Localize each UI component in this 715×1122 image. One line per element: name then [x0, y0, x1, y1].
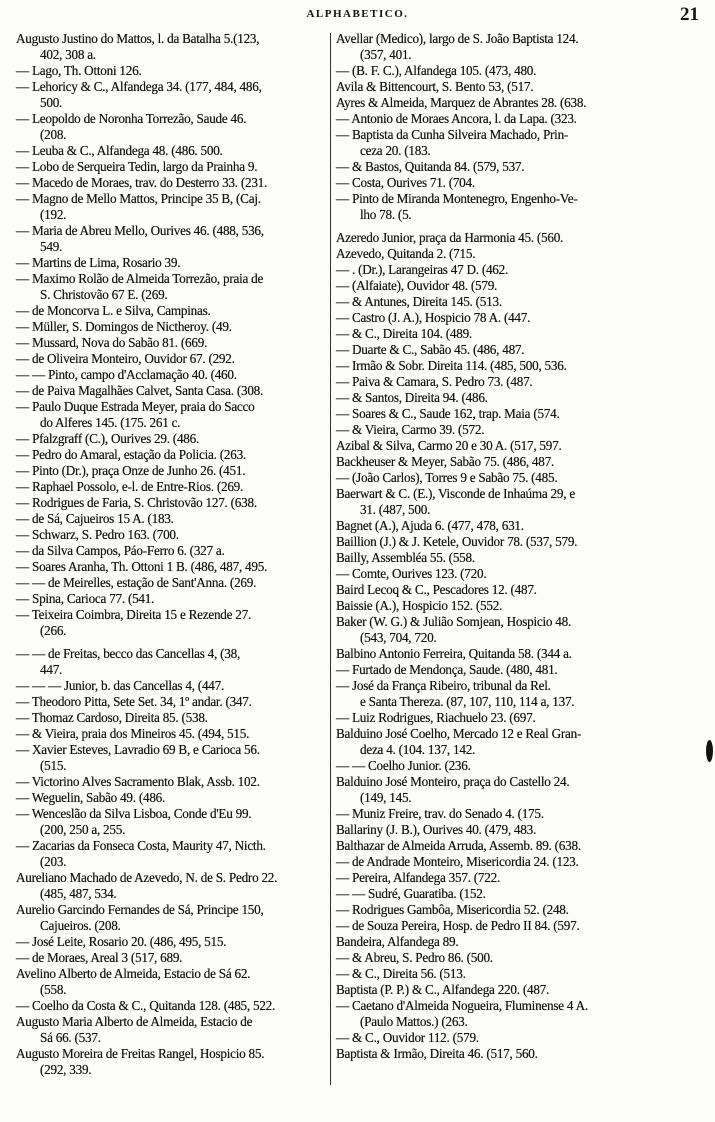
entry-line: Baker (W. G.) & Julião Somjean, Hospicio 48.: [336, 614, 572, 629]
directory-entry: [16, 431, 328, 447]
directory-entry: [16, 383, 328, 399]
entry-line: — Duarte & C., Sabão 45. (486, 487.: [336, 342, 525, 357]
entry-line: — Irmão & Sobr. Direita 114. (485, 500, 536.: [336, 358, 567, 373]
entry-line: Aureliano Machado de Azevedo, N. de S. Pedro 22.: [16, 870, 278, 885]
column-divider: [330, 33, 331, 1085]
directory-entry: [336, 982, 706, 998]
directory-entry: [336, 278, 706, 294]
directory-entry: [16, 774, 328, 790]
entry-line: — (Alfaiate), Ouvidor 48. (579.: [336, 278, 498, 293]
entry-line: Balbino Antonio Ferreira, Quitanda 58. (344 a.: [336, 646, 572, 661]
entry-line: — Pereira, Alfandega 357. (722.: [336, 870, 501, 885]
directory-entry: [16, 351, 328, 367]
entry-continuation-line: (543, 704, 720.: [360, 630, 437, 645]
directory-entry: [336, 854, 706, 870]
directory-entry: [16, 806, 328, 838]
directory-entry: [336, 518, 706, 534]
page-number: 21: [680, 4, 699, 25]
directory-entry: [336, 678, 706, 710]
entry-line: — & Vieira, praia dos Mineiros 45. (494, 515.: [16, 726, 250, 741]
entry-line: — Zacarias da Fonseca Costa, Maurity 47, Nicth.: [16, 838, 266, 853]
entry-line: Balduino José Coelho, Mercado 12 e Real Gran-: [336, 726, 582, 741]
entry-line: — Costa, Ourives 71. (704.: [336, 175, 475, 190]
entry-gap: [16, 639, 328, 646]
page-header: [0, 6, 715, 26]
directory-entry: [16, 479, 328, 495]
entry-line: — . (Dr.), Larangeiras 47 D. (462.: [336, 262, 509, 277]
directory-entry: [16, 271, 328, 303]
directory-entry: [16, 790, 328, 806]
entry-continuation-line: e Santa Thereza. (87, 107, 110, 114 a, 137.: [360, 694, 575, 709]
directory-entry: [16, 159, 328, 175]
directory-entry: [16, 303, 328, 319]
entry-line: — Schwarz, S. Pedro 163. (700.: [16, 527, 179, 542]
entry-line: — Pfalzgraff (C.), Ourives 29. (486.: [16, 431, 200, 446]
directory-entry: [336, 566, 706, 582]
entry-line: — Paulo Duque Estrada Meyer, praia do Sacco: [16, 399, 255, 414]
ink-blot: [706, 740, 713, 762]
entry-line: — & C., Direita 56. (513.: [336, 966, 466, 981]
entry-line: Backheuser & Meyer, Sabão 75. (486, 487.: [336, 454, 554, 469]
entry-line: — Magno de Mello Mattos, Principe 35 B, (Caj.: [16, 191, 261, 206]
directory-entry: [16, 726, 328, 742]
directory-entry: [16, 463, 328, 479]
entry-continuation-line: (208.: [40, 127, 67, 142]
directory-entry: [336, 358, 706, 374]
entry-continuation-line: (203.: [40, 854, 67, 869]
entry-line: — & Bastos, Quitanda 84. (579, 537.: [336, 159, 525, 174]
directory-entry: [336, 598, 706, 614]
running-title: ALPHABETICO.: [306, 8, 409, 20]
directory-entry: [336, 230, 706, 246]
entry-continuation-line: deza 4. (104. 137, 142.: [360, 742, 476, 757]
directory-entry: [16, 870, 328, 902]
entry-line: Bandeira, Alfandega 89.: [336, 934, 459, 949]
directory-entry: [16, 678, 328, 694]
directory-entry: [336, 614, 706, 646]
directory-entry: [336, 950, 706, 966]
entry-line: Baptista & Irmão, Direita 46. (517, 560.: [336, 1046, 538, 1061]
directory-entry: [336, 63, 706, 79]
entry-line: — Pinto de Miranda Montenegro, Engenho-Ve-: [336, 191, 578, 206]
entry-line: — José Leite, Rosario 20. (486, 495, 515.: [16, 934, 227, 949]
directory-entry: [336, 262, 706, 278]
entry-line: — Luiz Rodrigues, Riachuelo 23. (697.: [336, 710, 536, 725]
entry-line: — & Vieira, Carmo 39. (572.: [336, 422, 485, 437]
directory-entry: [336, 902, 706, 918]
entry-line: — Theodoro Pitta, Sete Set. 34, 1º andar. (347.: [16, 694, 252, 709]
entry-continuation-line: 402, 308 a.: [40, 47, 96, 62]
directory-entry: [336, 95, 706, 111]
entry-line: — de Andrade Monteiro, Misericordia 24. (123.: [336, 854, 579, 869]
entry-line: Baillion (J.) & J. Ketele, Ouvidor 78. (537, 579.: [336, 534, 578, 549]
entry-line: — Martins de Lima, Rosario 39.: [16, 255, 181, 270]
directory-entry: [336, 870, 706, 886]
entry-line: Ayres & Almeida, Marquez de Abrantes 28. (638.: [336, 95, 587, 110]
entry-line: — Leuba & C., Alfandega 48. (486. 500.: [16, 143, 223, 158]
right-column: [336, 31, 706, 1062]
directory-entry: [16, 998, 328, 1014]
directory-entry: [336, 326, 706, 342]
directory-entry: [336, 438, 706, 454]
entry-line: — de Paiva Magalhães Calvet, Santa Casa. (308.: [16, 383, 264, 398]
directory-entry: [336, 294, 706, 310]
entry-line: — Furtado de Mendonça, Saude. (480, 481.: [336, 662, 558, 677]
entry-line: Azeredo Junior, praça da Harmonia 45. (560.: [336, 230, 564, 245]
directory-entry: [16, 934, 328, 950]
directory-entry: [16, 1014, 328, 1046]
entry-line: Baerwart & C. (E.), Visconde de Inhaúma 29, e: [336, 486, 575, 501]
entry-line: — de Sá, Cajueiros 15 A. (183.: [16, 511, 174, 526]
entry-continuation-line: 500.: [40, 95, 63, 110]
entry-line: — Baptista da Cunha Silveira Machado, Prin-: [336, 127, 569, 142]
directory-entry: [16, 143, 328, 159]
entry-gap: [336, 223, 706, 230]
directory-entry: [16, 31, 328, 63]
entry-continuation-line: 549.: [40, 239, 63, 254]
entry-line: — Macedo de Moraes, trav. do Desterro 33. (231.: [16, 175, 268, 190]
directory-entry: [16, 63, 328, 79]
directory-entry: [16, 223, 328, 255]
directory-entry: [16, 255, 328, 271]
entry-line: Bagnet (A.), Ajuda 6. (477, 478, 631.: [336, 518, 524, 533]
entry-line: — Soares & C., Saude 162, trap. Maia (574.: [336, 406, 560, 421]
entry-line: — Pedro do Amaral, estação da Policia. (263.: [16, 447, 246, 462]
entry-line: — Coelho da Costa & C., Quitanda 128. (485, 522.: [16, 998, 276, 1013]
entry-line: Balthazar de Almeida Arruda, Assemb. 89. (638.: [336, 838, 581, 853]
entry-continuation-line: 31. (487, 500.: [360, 502, 431, 517]
entry-continuation-line: S. Christovão 67 E. (269.: [40, 287, 168, 302]
entry-continuation-line: (192.: [40, 207, 67, 222]
entry-line: Augusto Maria Alberto de Almeida, Estacio de: [16, 1014, 253, 1029]
directory-entry: [336, 534, 706, 550]
entry-line: — Lago, Th. Ottoni 126.: [16, 63, 142, 78]
entry-line: Augusto Moreira de Freitas Rangel, Hospicio 85.: [16, 1046, 265, 1061]
directory-entry: [16, 966, 328, 998]
entry-line: — (João Carlos), Torres 9 e Sabão 75. (485.: [336, 470, 558, 485]
directory-entry: [16, 191, 328, 223]
directory-entry: [336, 454, 706, 470]
entry-line: — Wenceslão da Silva Lisboa, Conde d'Eu 99.: [16, 806, 252, 821]
directory-entry: [16, 742, 328, 774]
directory-entry: [16, 79, 328, 111]
directory-entry: [336, 175, 706, 191]
entry-line: — Rodrigues Gambôa, Misericordia 52. (248.: [336, 902, 569, 917]
entry-line: — de Oliveira Monteiro, Ouvidor 67. (292.: [16, 351, 235, 366]
entry-line: — — de Freitas, becco das Cancellas 4, (38,: [16, 646, 240, 661]
entry-line: — — Coelho Junior. (236.: [336, 758, 471, 773]
entry-line: — & C., Direita 104. (489.: [336, 326, 472, 341]
directory-entry: [336, 342, 706, 358]
directory-entry: [336, 998, 706, 1030]
directory-entry: [336, 79, 706, 95]
entry-line: — Müller, S. Domingos de Nictheroy. (49.: [16, 319, 232, 334]
directory-entry: [336, 246, 706, 262]
entry-line: — José da França Ribeiro, tribunal da Rel.: [336, 678, 551, 693]
entry-line: — Rodrigues de Faria, S. Christovão 127. (638.: [16, 495, 257, 510]
entry-line: — Mussard, Nova do Sabão 81. (669.: [16, 335, 208, 350]
directory-entry: [336, 806, 706, 822]
entry-line: — Castro (J. A.), Hospicio 78 A. (447.: [336, 310, 531, 325]
entry-continuation-line: (200, 250 a, 255.: [40, 822, 126, 837]
entry-line: — Antonio de Moraes Ancora, l. da Lapa. (323.: [336, 111, 577, 126]
entry-line: — Soares Aranha, Th. Ottoni 1 B. (486, 487, 495.: [16, 559, 268, 574]
entry-line: — Pinto (Dr.), praça Onze de Junho 26. (451.: [16, 463, 246, 478]
directory-entry: [336, 31, 706, 63]
directory-entry: [16, 495, 328, 511]
entry-line: — Paiva & Camara, S. Pedro 73. (487.: [336, 374, 533, 389]
directory-entry: [336, 1046, 706, 1062]
entry-line: — & Antunes, Direita 145. (513.: [336, 294, 502, 309]
directory-entry: [16, 575, 328, 591]
entry-continuation-line: lho 78. (5.: [360, 207, 412, 222]
entry-line: Aurelio Garcindo Fernandes de Sá, Principe 150,: [16, 902, 264, 917]
directory-entry: [336, 422, 706, 438]
left-column: [16, 31, 328, 1078]
directory-entry: [16, 527, 328, 543]
directory-entry: [16, 175, 328, 191]
entry-line: Augusto Justino do Mattos, l. da Batalha 5.(123,: [16, 31, 260, 46]
entry-continuation-line: (515.: [40, 758, 67, 773]
entry-line: Azibal & Silva, Carmo 20 e 30 A. (517, 597.: [336, 438, 562, 453]
entry-line: — & Abreu, S. Pedro 86. (500.: [336, 950, 493, 965]
directory-entry: [336, 838, 706, 854]
directory-entry: [336, 127, 706, 159]
entry-line: — Maria de Abreu Mello, Ourives 46. (488, 536,: [16, 223, 264, 238]
entry-line: — da Silva Campos, Páo-Ferro 6. (327 a.: [16, 543, 225, 558]
directory-entry: [16, 447, 328, 463]
entry-line: Baptista (P. P.) & C., Alfandega 220. (487.: [336, 982, 550, 997]
directory-entry: [16, 543, 328, 559]
directory-entry: [336, 662, 706, 678]
entry-line: Balduino José Monteiro, praça do Castello 24.: [336, 774, 570, 789]
entry-line: Avellar (Medico), largo de S. João Baptista 124.: [336, 31, 579, 46]
entry-line: — — Sudré, Guaratiba. (152.: [336, 886, 486, 901]
entry-line: — — Pinto, campo d'Acclamação 40. (460.: [16, 367, 237, 382]
entry-line: — Muniz Freire, trav. do Senado 4. (175.: [336, 806, 544, 821]
entry-line: — & C., Ouvidor 112. (579.: [336, 1030, 479, 1045]
entry-line: Baird Lecoq & C., Pescadores 12. (487.: [336, 582, 537, 597]
directory-entry: [336, 191, 706, 223]
entry-line: — & Santos, Direita 94. (486.: [336, 390, 488, 405]
entry-line: — Maximo Rolão de Almeida Torrezão, praia de: [16, 271, 264, 286]
directory-entry: [336, 310, 706, 326]
directory-entry: [336, 111, 706, 127]
entry-line: — de Souza Pereira, Hosp. de Pedro II 84. (597.: [336, 918, 580, 933]
directory-entry: [16, 646, 328, 678]
directory-entry: [16, 694, 328, 710]
entry-line: — Thomaz Cardoso, Direita 85. (538.: [16, 710, 208, 725]
entry-line: Azevedo, Quitanda 2. (715.: [336, 246, 476, 261]
directory-entry: [336, 710, 706, 726]
directory-entry: [336, 486, 706, 518]
directory-entry: [16, 367, 328, 383]
directory-entry: [336, 374, 706, 390]
directory-entry: [336, 918, 706, 934]
directory-entry: [336, 726, 706, 758]
directory-entry: [16, 591, 328, 607]
directory-entry: [16, 902, 328, 934]
entry-line: — Spina, Carioca 77. (541.: [16, 591, 155, 606]
directory-entry: [336, 886, 706, 902]
directory-entry: [336, 822, 706, 838]
entry-continuation-line: (292, 339.: [40, 1062, 92, 1077]
entry-line: — de Moncorva L. e Silva, Campinas.: [16, 303, 211, 318]
directory-entry: [16, 838, 328, 870]
entry-line: Avila & Bittencourt, S. Bento 53, (517.: [336, 79, 534, 94]
entry-continuation-line: Cajueiros. (208.: [40, 918, 121, 933]
entry-line: — (B. F. C.), Alfandega 105. (473, 480.: [336, 63, 537, 78]
entry-continuation-line: ceza 20. (183.: [360, 143, 431, 158]
entry-line: Avelino Alberto de Almeida, Estacio de Sá 62.: [16, 966, 251, 981]
entry-continuation-line: (558.: [40, 982, 67, 997]
directory-entry: [336, 758, 706, 774]
directory-entry: [336, 646, 706, 662]
entry-line: — Xavier Esteves, Lavradio 69 B, e Carioca 56.: [16, 742, 260, 757]
directory-entry: [16, 710, 328, 726]
directory-entry: [16, 399, 328, 431]
entry-line: — Leopoldo de Noronha Torrezão, Saude 46.: [16, 111, 247, 126]
directory-entry: [336, 774, 706, 806]
directory-entry: [336, 550, 706, 566]
entry-line: — Lobo de Serqueira Tedin, largo da Prainha 9.: [16, 159, 258, 174]
directory-entry: [336, 159, 706, 175]
entry-line: Bailly, Assembléa 55. (558.: [336, 550, 475, 565]
entry-line: Ballariny (J. B.), Ourives 40. (479, 483.: [336, 822, 536, 837]
entry-line: — — — Junior, b. das Cancellas 4, (447.: [16, 678, 225, 693]
entry-line: — Weguelin, Sabão 49. (486.: [16, 790, 166, 805]
entry-continuation-line: do Alferes 145. (175. 261 c.: [40, 415, 181, 430]
entry-line: — Raphael Possolo, e-l. de Entre-Rios. (269.: [16, 479, 244, 494]
entry-line: — Lehoricy & C., Alfandega 34. (177, 484, 486,: [16, 79, 262, 94]
directory-entry: [336, 934, 706, 950]
directory-entry: [336, 966, 706, 982]
entry-continuation-line: (485, 487, 534.: [40, 886, 117, 901]
entry-continuation-line: (149, 145.: [360, 790, 412, 805]
entry-line: — Comte, Ourives 123. (720.: [336, 566, 487, 581]
directory-entry: [336, 1030, 706, 1046]
directory-entry: [16, 950, 328, 966]
directory-entry: [16, 335, 328, 351]
directory-entry: [336, 390, 706, 406]
directory-entry: [16, 559, 328, 575]
entry-line: — Caetano d'Almeida Nogueira, Fluminense 4 A.: [336, 998, 588, 1013]
entry-continuation-line: Sá 66. (537.: [40, 1030, 101, 1045]
entry-continuation-line: (266.: [40, 623, 67, 638]
directory-entry: [16, 111, 328, 143]
entry-line: — Victorino Alves Sacramento Blak, Assb. 102.: [16, 774, 260, 789]
directory-entry: [336, 582, 706, 598]
entry-line: Baissie (A.), Hospicio 152. (552.: [336, 598, 503, 613]
entry-continuation-line: 447.: [40, 662, 63, 677]
directory-entry: [336, 406, 706, 422]
directory-entry: [16, 511, 328, 527]
entry-continuation-line: (357, 401.: [360, 47, 412, 62]
entry-line: — Teixeira Coimbra, Direita 15 e Rezende 27.: [16, 607, 252, 622]
entry-line: — — de Meirelles, estação de Sant'Anna. (269.: [16, 575, 257, 590]
entry-line: — de Moraes, Areal 3 (517, 689.: [16, 950, 183, 965]
directory-entry: [16, 319, 328, 335]
entry-continuation-line: (Paulo Mattos.) (263.: [360, 1014, 468, 1029]
directory-entry: [336, 470, 706, 486]
directory-entry: [16, 1046, 328, 1078]
directory-entry: [16, 607, 328, 639]
